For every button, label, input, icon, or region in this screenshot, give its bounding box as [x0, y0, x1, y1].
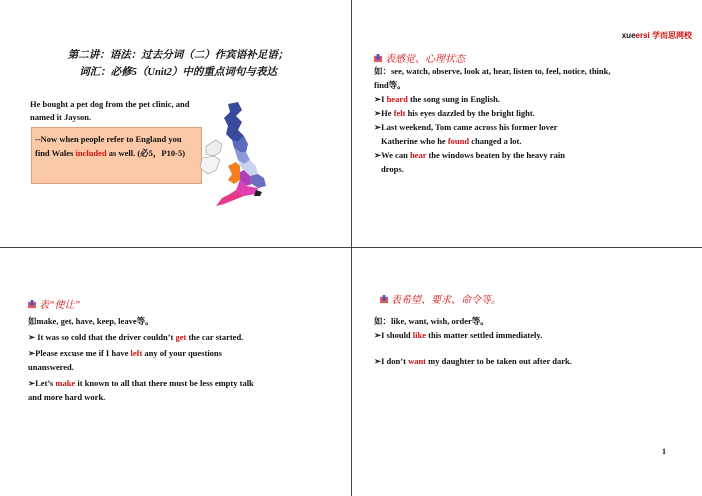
title-line-1: 第二讲：语法：过去分词（二）作宾语补足语； [67, 50, 289, 61]
brand-ersi: ersi [635, 31, 650, 40]
heading-desire [380, 291, 501, 306]
arrow-icon: ➢ [374, 108, 382, 118]
bullet-arrow-icon [28, 300, 37, 309]
brand-logo [622, 30, 692, 41]
bullet-arrow-icon [380, 295, 389, 304]
example-2: ➢Please excuse me if I have left any of your questions unanswered. [28, 348, 222, 372]
arrow-icon: ➢ [28, 332, 36, 342]
brand-xue: xue [621, 31, 636, 40]
quote-highlight: included [75, 148, 107, 158]
heading-perception [374, 50, 465, 65]
verb-list: 如：like, want, wish, order等。 [374, 316, 489, 326]
verb-list: 如：see, watch, observe, look at, hear, listen to, feel, notice, think, find等。 [374, 66, 611, 90]
examples-perception [374, 64, 624, 176]
verb-list: 如make, get, have, keep, leave等。 [28, 316, 154, 326]
bullet-arrow-icon [374, 54, 383, 63]
example-1: ➢ It was so cold that the driver couldn’t get the car started. [28, 332, 244, 342]
lesson-title [30, 47, 326, 81]
title-line-2: 词汇：必修5（Unit2）中的重点词句与表达 [79, 67, 277, 78]
example-2: ➢He felt his eyes dazzled by the bright light. [374, 108, 535, 118]
arrow-icon: ➢ [374, 150, 382, 160]
heading-causative [28, 296, 80, 311]
uk-map-image [198, 100, 274, 208]
quote-text-2: as well. (必5，P10-5) [106, 148, 186, 158]
arrow-icon: ➢ [374, 330, 382, 340]
brand-school: 学而思网校 [652, 31, 692, 40]
example-2: ➢I don’t want my daughter to be taken out after dark. [374, 356, 572, 366]
example-4-cont: drops. [381, 164, 404, 174]
slide-3 [0, 248, 351, 496]
intro-sentence: He bought a pet dog from the pet clinic, and named it Jayson. [30, 99, 190, 122]
quote-box [31, 127, 202, 184]
arrow-icon: ➢ [28, 348, 36, 358]
arrow-icon: ➢ [374, 94, 382, 104]
heading-text: 表“使让” [39, 300, 81, 311]
arrow-icon: ➢ [374, 122, 382, 132]
page-number: 1 [662, 447, 666, 456]
slide-1 [0, 0, 351, 247]
example-3: ➢Last weekend, Tom came across his former lover [374, 122, 558, 132]
heading-text: 表希望、要求、命令等。 [391, 295, 501, 306]
example-3: ➢Let’s make it known to all that there must be less empty talk and more hard work. [28, 378, 254, 402]
example-3-cont: Katherine who he found changed a lot. [381, 136, 522, 146]
example-1: ➢I heard the song sung in English. [374, 94, 500, 104]
example-4: ➢We can hear the windows beaten by the heavy rain [374, 150, 565, 160]
examples-desire [374, 314, 674, 368]
example-1: ➢I should like this matter settled immediately. [374, 330, 543, 340]
examples-causative [28, 314, 260, 404]
heading-text: 表感觉、心理状态 [385, 54, 465, 65]
arrow-icon: ➢ [374, 356, 382, 366]
quote-text-1: --Now when people refer to England you find Wales [35, 134, 182, 158]
slide-2 [352, 0, 702, 247]
slide-4 [352, 248, 702, 496]
arrow-icon: ➢ [28, 378, 36, 388]
